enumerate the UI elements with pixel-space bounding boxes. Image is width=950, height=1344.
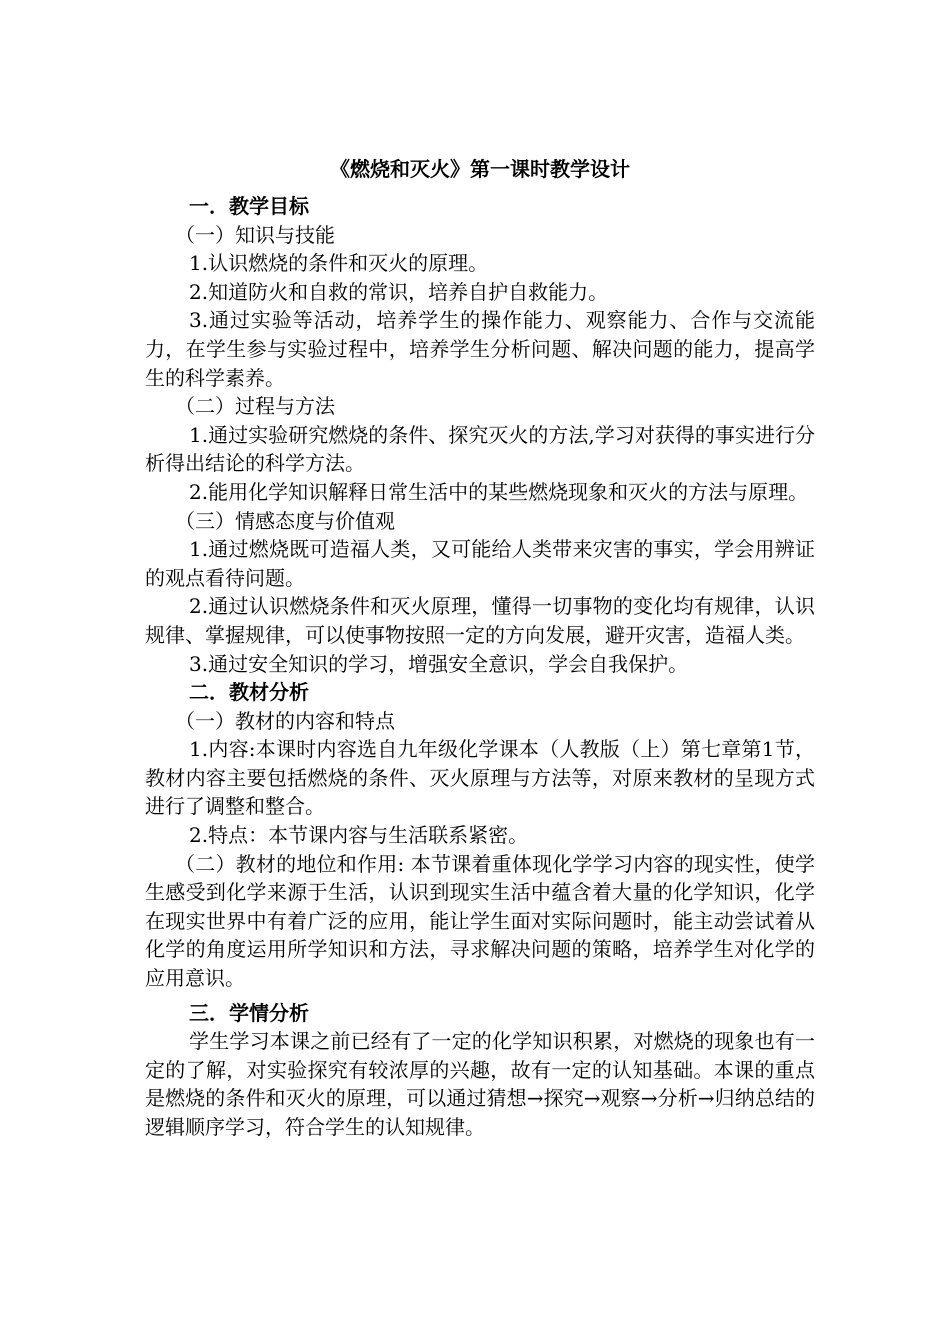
subheading-content-features: （一）教材的内容和特点 xyxy=(175,708,395,733)
section-heading-textbook-analysis: 二．教材分析 xyxy=(189,680,309,705)
paragraph: 2.特点：本节课内容与生活联系紧密。 xyxy=(189,823,529,848)
subheading-knowledge-skills: （一）知识与技能 xyxy=(175,222,335,247)
document-page xyxy=(145,152,815,1142)
paragraph: （二）教材的地位和作用: 本节课着重体现化学学习内容的现实性，使学生感受到化学来源于生活，认识到现实生活中蕴含着大量的化学知识，化学在现实世界中有着广泛的应用，能让学生面对实际问题时，能主动尝试着从化学的角度运用所学知识和方法，寻求解决问题的策略，培养学生对化学的应用意识。 xyxy=(145,851,815,991)
paragraph: 1.内容:本课时内容选自九年级化学课本（人教版（上）第七章第1节，教材内容主要包括燃烧的条件、灭火原理与方法等，对原来教材的呈现方式进行了调整和整合。 xyxy=(145,737,815,819)
section-heading-teaching-goals: 一．教学目标 xyxy=(189,194,309,218)
paragraph: 3.通过实验等活动，培养学生的操作能力、观察能力、合作与交流能力，在学生参与实验过程中，培养学生分析问题、解决问题的能力，提高学生的科学素养。 xyxy=(145,308,815,390)
paragraph: 1.认识燃烧的条件和灭火的原理。 xyxy=(189,251,489,276)
paragraph: 2.能用化学知识解释日常生活中的某些燃烧现象和灭火的方法与原理。 xyxy=(189,479,809,504)
paragraph: 1.通过燃烧既可造福人类，又可能给人类带来灾害的事实，学会用辨证的观点看待问题。 xyxy=(145,537,815,590)
section-heading-student-analysis: 三．学情分析 xyxy=(189,1000,309,1025)
paragraph: 2.知道防火和自救的常识，培养自护自救能力。 xyxy=(189,279,609,304)
paragraph: 学生学习本课之前已经有了一定的化学知识积累，对燃烧的现象也有一定的了解，对实验探究有较浓厚的兴趣，故有一定的认知基础。本课的重点是燃烧的条件和灭火的原理，可以通过猜想→探究→观察→分析→归纳总结的逻辑顺序学习，符合学生的认知规律。 xyxy=(145,1029,815,1139)
subheading-process-method: （二）过程与方法 xyxy=(175,394,335,419)
document-title: 《燃烧和灭火》第一课时教学设计 xyxy=(330,157,630,181)
paragraph: 1.通过实验研究燃烧的条件、探究灭火的方法,学习对获得的事实进行分析得出结论的科学方法。 xyxy=(145,422,815,476)
paragraph: 2.通过认识燃烧条件和灭火原理，懂得一切事物的变化均有规律，认识规律、掌握规律，可以使事物按照一定的方向发展，避开灾害，造福人类。 xyxy=(145,594,815,647)
paragraph: 3.通过安全知识的学习，增强安全意识，学会自我保护。 xyxy=(189,651,689,676)
subheading-attitude-values: （三）情感态度与价值观 xyxy=(175,508,395,533)
